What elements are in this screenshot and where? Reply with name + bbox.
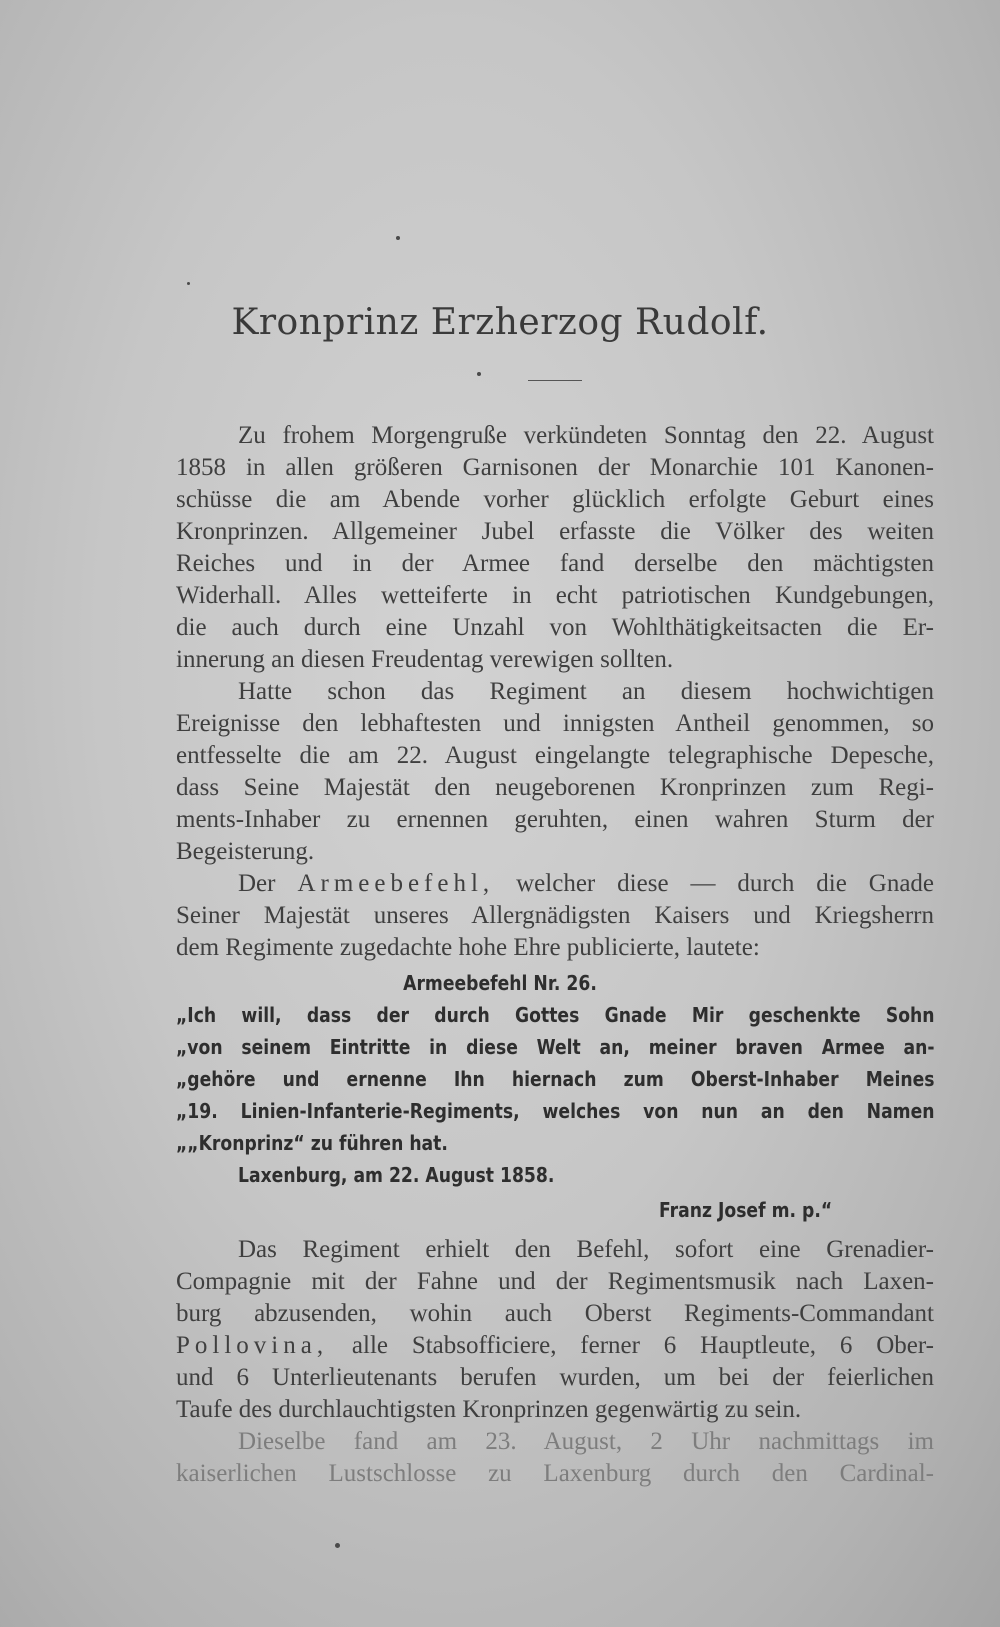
- page-title: Kronprinz Erzherzog Rudolf.: [231, 302, 769, 343]
- army-order-heading: Armeebefehl Nr. 26.: [403, 971, 597, 995]
- text-line: Hatte schon das Regiment an diesem hochwichtigen: [238, 678, 934, 705]
- text-line: Kronprinzen. Allgemeiner Jubel erfasste die Völker des weiten: [176, 518, 934, 545]
- army-order-line: „gehöre und ernenne Ihn hiernach zum Oberst-Inhaber Meines: [176, 1067, 935, 1091]
- title-rule: [528, 380, 582, 381]
- text-line: ments-Inhaber zu ernennen geruhten, einen wahren Sturm der: [176, 806, 934, 833]
- text-line: dem Regimente zugedachte hohe Ehre publicierte, lautete:: [176, 934, 760, 961]
- text-line: [176, 1331, 934, 1361]
- text-span: welcher diese — durch die Gnade: [516, 870, 935, 897]
- text-line: kaiserlichen Lustschlosse zu Laxenburg durch den Cardinal-: [176, 1460, 934, 1487]
- text-line: Compagnie mit der Fahne und der Regimentsmusik nach Laxen-: [176, 1268, 934, 1295]
- emphasized-word: Pollovina,: [176, 1332, 329, 1359]
- army-order-signature: Franz Josef m. p.“: [659, 1198, 833, 1222]
- army-order-line: „„Kronprinz“ zu führen hat.: [176, 1131, 448, 1155]
- army-order-line: „19. Linien-Infanterie-Regiments, welches von nun an den Namen: [176, 1099, 935, 1123]
- text-line: Widerhall. Alles wetteiferte in echt patriotischen Kundgebungen,: [176, 582, 934, 609]
- army-order-line: „Ich will, dass der durch Gottes Gnade Mir geschenkte Sohn: [176, 1003, 935, 1027]
- text-line: Zu frohem Morgengruße verkündeten Sonntag den 22. August: [238, 422, 934, 449]
- text-line: die auch durch eine Unzahl von Wohlthätigkeitsacten die Er-: [176, 614, 934, 641]
- print-speck: [187, 282, 190, 285]
- print-speck: [335, 1543, 340, 1548]
- text-line: und 6 Unterlieutenants berufen wurden, um bei der feierlichen: [176, 1364, 934, 1391]
- text-line: Reiches und in der Armee fand derselbe den mächtigsten: [176, 550, 934, 577]
- text-line: Taufe des durchlauchtigsten Kronprinzen gegenwärtig zu sein.: [176, 1396, 802, 1423]
- emphasized-word: Armeebefehl,: [297, 870, 495, 897]
- text-span: alle Stabsofficiere, ferner 6 Hauptleute, 6 Ober-: [351, 1332, 934, 1359]
- text-line: schüsse die am Abende vorher glücklich erfolgte Geburt eines: [176, 486, 934, 513]
- print-speck: [477, 372, 481, 376]
- text-line: Dieselbe fand am 23. August, 2 Uhr nachmittags im: [238, 1428, 934, 1455]
- text-line: innerung an diesen Freudentag verewigen sollten.: [176, 646, 674, 673]
- text-line: dass Seine Majestät den neugeborenen Kronprinzen zum Regi-: [176, 774, 934, 801]
- text-line: 1858 in allen größeren Garnisonen der Monarchie 101 Kanonen-: [176, 454, 934, 481]
- text-line: Seiner Majestät unseres Allergnädigsten Kaisers und Kriegsherrn: [176, 902, 934, 929]
- print-speck: [396, 236, 400, 240]
- army-order-place-date: Laxenburg, am 22. August 1858.: [238, 1163, 555, 1187]
- text-line: Begeisterung.: [176, 838, 315, 865]
- text-line: Ereignisse den lebhaftesten und innigsten Antheil genommen, so: [176, 710, 934, 737]
- text-span: Der: [238, 870, 276, 897]
- text-line: burg abzusenden, wohin auch Oberst Regiments-Commandant: [176, 1300, 934, 1327]
- text-line: Das Regiment erhielt den Befehl, sofort eine Grenadier-: [238, 1236, 934, 1263]
- army-order-line: „von seinem Eintritte in diese Welt an, meiner braven Armee an-: [176, 1035, 935, 1059]
- text-line: entfesselte die am 22. August eingelangte telegraphische Depesche,: [176, 742, 934, 769]
- text-line: [238, 869, 934, 899]
